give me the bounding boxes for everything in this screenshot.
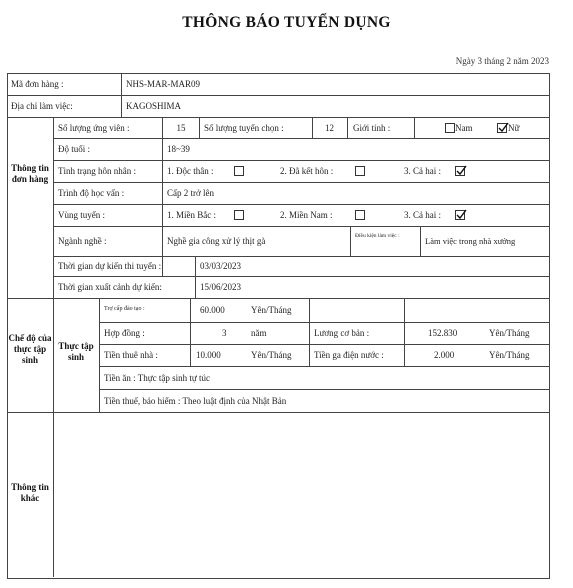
other-info-section-label: Thông tin khác xyxy=(11,482,49,503)
marital-single-checkbox[interactable] xyxy=(234,166,244,176)
education-value: Cấp 2 trở lên xyxy=(167,188,214,198)
selected-label: Số lượng tuyển chọn : xyxy=(204,123,284,133)
gender-male-label: Nam xyxy=(455,123,473,133)
region-option-both: 3. Cả hai : xyxy=(404,210,441,220)
gender-label: Giới tính : xyxy=(353,123,391,133)
region-north-checkbox[interactable] xyxy=(234,210,244,220)
utilities-value: 2.000 xyxy=(434,350,455,360)
utilities-unit: Yên/Tháng xyxy=(489,350,530,360)
order-code-value: NHS-MAR-MAR09 xyxy=(126,79,201,89)
trainee-sub-label: Thực tập sinh xyxy=(58,341,94,362)
gender-male-checkbox[interactable] xyxy=(445,123,455,133)
date-year-label: năm xyxy=(513,56,529,66)
date-day-label: Ngày xyxy=(455,56,476,66)
work-conditions-value: Làm việc trong nhà xưởng xyxy=(425,236,516,246)
industry-value: Nghề gia công xử lý thịt gà xyxy=(167,236,266,246)
order-info-section-label: Thông tin đơn hàng xyxy=(11,163,49,184)
candidates-label: Số lượng ứng viên : xyxy=(58,123,130,133)
departure-value: 15/06/2023 xyxy=(200,282,242,292)
marital-option-both: 3. Cả hai : xyxy=(404,166,441,176)
date-year: 2023 xyxy=(531,56,549,66)
salary-label: Lương cơ bản : xyxy=(314,328,370,338)
marital-both-checkbox[interactable] xyxy=(455,166,465,176)
order-code-label: Mã đơn hàng : xyxy=(11,79,64,89)
rent-value: 10.000 xyxy=(196,350,221,360)
checkmark-icon xyxy=(455,208,467,220)
training-allowance-label: Trợ cấp đào tạo : xyxy=(104,306,145,312)
selected-value: 12 xyxy=(325,123,334,133)
marital-option-married: 2. Đã kết hôn : xyxy=(280,166,334,176)
gender-female-checkbox[interactable] xyxy=(497,123,507,133)
date-day: 3 xyxy=(477,56,482,66)
region-option-south: 2. Miền Nam : xyxy=(280,210,333,220)
contract-value: 3 xyxy=(222,328,227,338)
training-allowance-value: 60.000 xyxy=(200,305,225,315)
contract-label: Hợp đồng : xyxy=(104,328,145,338)
region-option-north: 1. Miền Bắc : xyxy=(167,210,216,220)
candidates-value: 15 xyxy=(176,123,186,133)
age-value: 18~39 xyxy=(167,144,190,154)
departure-label: Thời gian xuất cảnh dự kiến: xyxy=(58,282,162,292)
rent-label: Tiền thuê nhà : xyxy=(104,350,158,360)
gender-female-label: Nữ xyxy=(508,123,520,133)
exam-date-label: Thời gian dự kiến thi tuyển : xyxy=(58,261,162,271)
marital-label: Tình trạng hôn nhân : xyxy=(58,166,136,176)
notice-date xyxy=(456,56,549,66)
age-label: Độ tuổi : xyxy=(58,144,91,154)
marital-option-single: 1. Độc thân : xyxy=(167,166,214,176)
region-both-checkbox[interactable] xyxy=(455,210,465,220)
work-conditions-label: Điều kiện làm việc : xyxy=(355,233,400,239)
exam-date-value: 03/03/2023 xyxy=(200,261,242,271)
region-south-checkbox[interactable] xyxy=(355,210,365,220)
page-title: THÔNG BÁO TUYỂN DỤNG xyxy=(182,14,391,31)
tax-insurance-note: Tiền thuế, bảo hiểm : Theo luật định của Nhật Bản xyxy=(104,396,287,406)
training-allowance-unit: Yên/Tháng xyxy=(251,305,292,315)
marital-married-checkbox[interactable] xyxy=(355,166,365,176)
rent-unit: Yên/Tháng xyxy=(251,350,292,360)
region-label: Vùng tuyển : xyxy=(58,210,105,220)
date-month-label: tháng xyxy=(484,56,505,66)
date-month: 2 xyxy=(506,56,511,66)
industry-label: Ngành nghề : xyxy=(58,236,107,246)
checkmark-icon xyxy=(455,164,467,176)
education-label: Trình độ học vấn : xyxy=(58,188,125,198)
workplace-label: Địa chỉ làm việc: xyxy=(11,101,73,111)
workplace-value: KAGOSHIMA xyxy=(126,101,182,111)
contract-unit: năm xyxy=(251,328,267,338)
salary-unit: Yên/Tháng xyxy=(489,328,530,338)
salary-value: 152.830 xyxy=(428,328,458,338)
utilities-label: Tiền ga điện nước : xyxy=(314,350,384,360)
regime-section-label: Chế độ của thực tập sinh xyxy=(8,333,52,365)
food-note: Tiền ăn : Thực tập sinh tự túc xyxy=(104,373,211,383)
